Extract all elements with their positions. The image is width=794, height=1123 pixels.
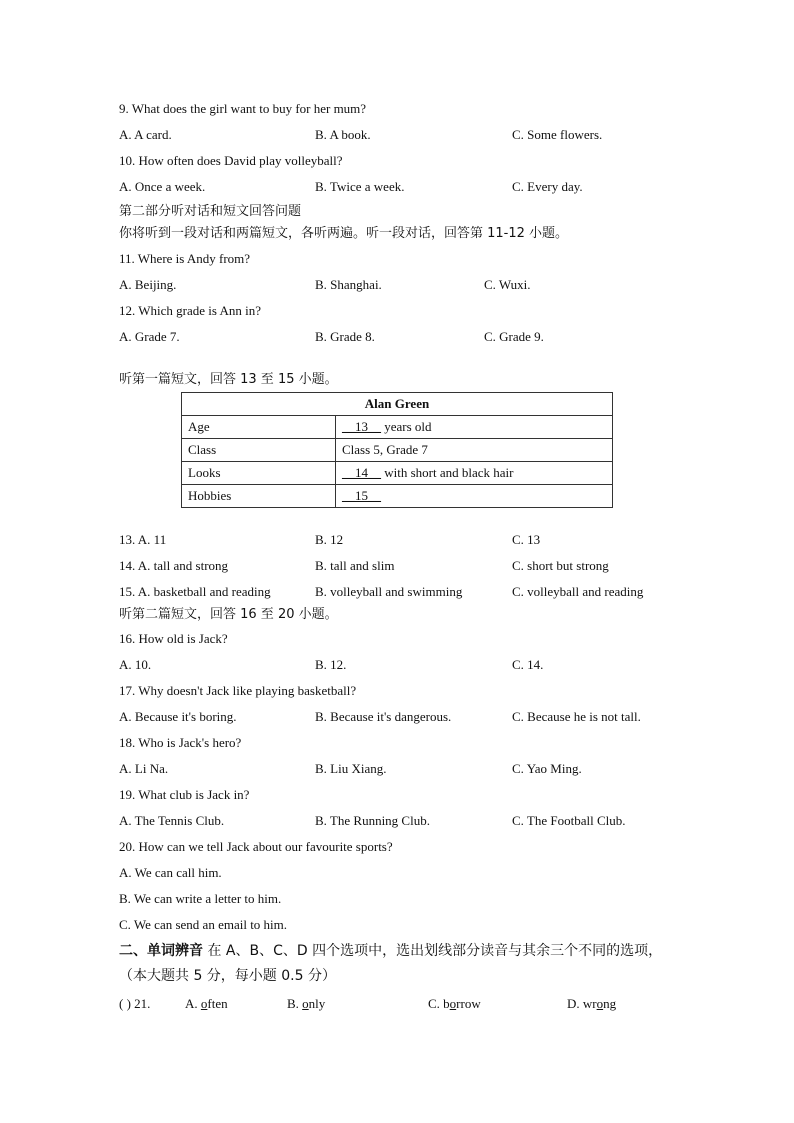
q15-option-c: C. volleyball and reading: [512, 584, 644, 599]
section2-heading: 二、单词辨音: [119, 943, 203, 959]
question-19: 19. What club is Jack in?: [119, 787, 250, 802]
q17-option-c: C. Because he is not tall.: [512, 709, 641, 724]
table-key: Age: [182, 416, 336, 439]
blank-14: __14__: [342, 465, 381, 480]
info-table: [181, 392, 613, 508]
option-letter: A.: [185, 996, 201, 1011]
table-row: [182, 462, 613, 485]
question-11: 11. Where is Andy from?: [119, 251, 251, 266]
q21-option-a: [185, 996, 228, 1012]
underlined-letters: o: [302, 996, 309, 1011]
q21-option-c: [428, 996, 481, 1012]
value-text: with short and black hair: [381, 465, 514, 480]
table-title: Alan Green: [182, 393, 613, 416]
q16-option-b: B. 12.: [315, 657, 347, 672]
question-10: 10. How often does David play volleyball?: [119, 153, 343, 168]
q14-option-a: 14. A. tall and strong: [119, 558, 229, 573]
q15-option-a: 15. A. basketball and reading: [119, 584, 271, 599]
section2-note: （本大题共 5 分，每小题 0.5 分）: [119, 968, 336, 984]
q13-option-a: 13. A. 11: [119, 532, 167, 547]
q14-option-c: C. short but strong: [512, 558, 609, 573]
q18-option-b: B. Liu Xiang.: [315, 761, 387, 776]
table-value: [336, 462, 613, 485]
q19-option-a: A. The Tennis Club.: [119, 813, 225, 828]
q9-option-a: A. A card.: [119, 127, 172, 142]
table-value: [336, 485, 613, 508]
question-20: 20. How can we tell Jack about our favourite sports?: [119, 839, 393, 854]
q9-option-b: B. A book.: [315, 127, 371, 142]
table-key: Class: [182, 439, 336, 462]
q12-option-c: C. Grade 9.: [484, 329, 544, 344]
word-rest: rrow: [456, 996, 481, 1011]
q11-option-b: B. Shanghai.: [315, 277, 382, 292]
question-16: 16. How old is Jack?: [119, 631, 228, 646]
q10-option-a: A. Once a week.: [119, 179, 206, 194]
q12-option-b: B. Grade 8.: [315, 329, 375, 344]
word-rest: nly: [308, 996, 326, 1011]
q9-option-c: C. Some flowers.: [512, 127, 603, 142]
passage1-instruction: 听第一篇短文，回答 13 至 15 小题。: [119, 372, 338, 387]
table-row: [182, 439, 613, 462]
underlined-letters: o: [449, 996, 457, 1011]
option-letter: D. wr: [567, 996, 597, 1011]
q16-option-a: A. 10.: [119, 657, 152, 672]
table-row: [182, 416, 613, 439]
word-rest: ng: [603, 996, 617, 1011]
q19-option-c: C. The Football Club.: [512, 813, 626, 828]
q14-option-b: B. tall and slim: [315, 558, 395, 573]
part2-instruction: 你将听到一段对话和两篇短文，各听两遍。听一段对话，回答第 11-12 小题。: [119, 226, 569, 241]
section2-instruction: 在 A、B、C、D 四个选项中，选出划线部分读音与其余三个不同的选项，: [203, 943, 663, 959]
q13-option-c: C. 13: [512, 532, 541, 547]
q20-option-c: C. We can send an email to him.: [119, 917, 288, 932]
table-value: [336, 416, 613, 439]
question-9: 9. What does the girl want to buy for her mum?: [119, 101, 367, 116]
option-letter: C. b: [428, 996, 450, 1011]
option-letter: B.: [287, 996, 303, 1011]
table-row: [182, 485, 613, 508]
q12-option-a: A. Grade 7.: [119, 329, 180, 344]
blank-15: __15__: [342, 488, 381, 503]
q11-option-a: A. Beijing.: [119, 277, 177, 292]
underlined-letters: o: [596, 996, 604, 1011]
blank-13: __13__: [342, 419, 381, 434]
table-key: Hobbies: [182, 485, 336, 508]
q20-option-b: B. We can write a letter to him.: [119, 891, 282, 906]
underlined-letters: o: [200, 996, 208, 1011]
question-12: 12. Which grade is Ann in?: [119, 303, 262, 318]
section2-heading-line: [119, 943, 662, 959]
word-rest: ften: [207, 996, 228, 1011]
part2-title: 第二部分听对话和短文回答问题: [119, 204, 302, 219]
value-text: Class 5, Grade 7: [342, 442, 428, 457]
q21-prefix: ( ) 21.: [119, 996, 151, 1011]
q21-option-b: [287, 996, 325, 1012]
q13-option-b: B. 12: [315, 532, 344, 547]
q11-option-c: C. Wuxi.: [484, 277, 531, 292]
q18-option-c: C. Yao Ming.: [512, 761, 582, 776]
table-value: [336, 439, 613, 462]
q17-option-b: B. Because it's dangerous.: [315, 709, 452, 724]
q18-option-a: A. Li Na.: [119, 761, 169, 776]
q15-option-b: B. volleyball and swimming: [315, 584, 463, 599]
q17-option-a: A. Because it's boring.: [119, 709, 237, 724]
q10-option-b: B. Twice a week.: [315, 179, 405, 194]
value-text: years old: [381, 419, 432, 434]
q10-option-c: C. Every day.: [512, 179, 583, 194]
q19-option-b: B. The Running Club.: [315, 813, 430, 828]
q20-option-a: A. We can call him.: [119, 865, 222, 880]
q16-option-c: C. 14.: [512, 657, 544, 672]
q21-option-d: [567, 996, 616, 1012]
question-17: 17. Why doesn't Jack like playing basketball?: [119, 683, 357, 698]
passage2-instruction: 听第二篇短文，回答 16 至 20 小题。: [119, 607, 338, 622]
question-18: 18. Who is Jack's hero?: [119, 735, 242, 750]
table-key: Looks: [182, 462, 336, 485]
